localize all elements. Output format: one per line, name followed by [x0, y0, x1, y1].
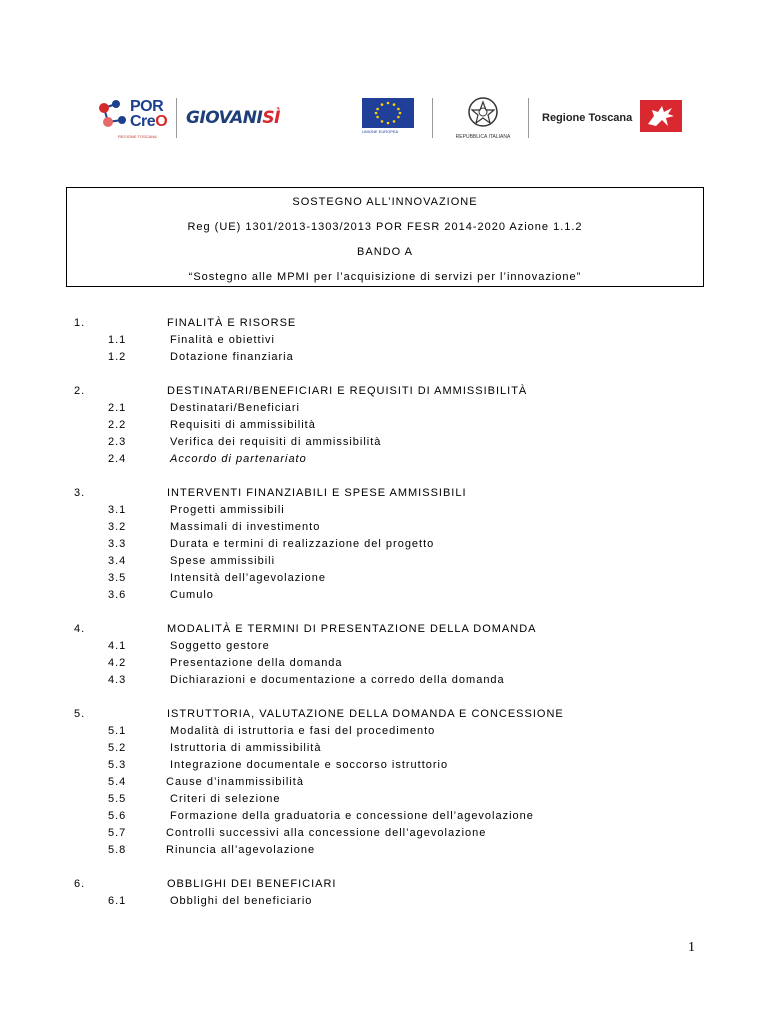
- eu-logo: [362, 98, 414, 134]
- toc-item: [0, 844, 770, 861]
- item-number: 5.6: [108, 810, 127, 822]
- toc-item: [0, 640, 770, 657]
- section-number: 2.: [74, 385, 86, 397]
- section-title: INTERVENTI FINANZIABILI E SPESE AMMISSIBILI: [167, 487, 467, 499]
- regione-toscana-name: Regione Toscana: [542, 112, 633, 124]
- item-title: Formazione della graduatoria e concessione dell’agevolazione: [170, 810, 534, 822]
- page-number: 1: [688, 940, 695, 955]
- item-number: 6.1: [108, 895, 127, 907]
- toc-item: [0, 657, 770, 674]
- creo-text: CreO: [130, 113, 168, 130]
- item-number: 1.2: [108, 351, 127, 363]
- item-title: Destinatari/Beneficiari: [170, 402, 300, 414]
- item-number: 3.5: [108, 572, 127, 584]
- por-creo-caption: REGIONE TOSCANA: [118, 134, 157, 139]
- toc-item: [0, 776, 770, 793]
- item-number: 5.2: [108, 742, 127, 754]
- section-number: 3.: [74, 487, 86, 499]
- item-title: Obblighi del beneficiario: [170, 895, 313, 907]
- item-title: Massimali di investimento: [170, 521, 321, 533]
- section-number: 6.: [74, 878, 86, 890]
- item-number: 5.4: [108, 776, 127, 788]
- section-number: 4.: [74, 623, 86, 635]
- item-title: Rinuncia all’agevolazione: [166, 844, 316, 856]
- item-title: Finalità e obiettivi: [170, 334, 275, 346]
- toc-item: [0, 538, 770, 555]
- item-title: Accordo di partenariato: [170, 453, 307, 465]
- toc-item: [0, 810, 770, 827]
- por-creo-logo: [96, 96, 172, 144]
- item-number: 5.3: [108, 759, 127, 771]
- toc-item: [0, 555, 770, 572]
- section-title: MODALITÀ E TERMINI DI PRESENTAZIONE DELLA DOMANDA: [167, 623, 537, 635]
- logo-divider: [432, 98, 433, 138]
- toc-item: [0, 334, 770, 351]
- toc-item: [0, 504, 770, 521]
- toc-item: [0, 895, 770, 912]
- toc-item: [0, 572, 770, 589]
- toc-item: [0, 521, 770, 538]
- item-title: Presentazione della domanda: [170, 657, 343, 669]
- toc-section: [0, 385, 770, 402]
- title-line-4: “Sostegno alle MPMI per l’acquisizione di servizi per l’innovazione”: [188, 271, 582, 283]
- toc-item: [0, 827, 770, 844]
- item-title: Soggetto gestore: [170, 640, 270, 652]
- title-box: [66, 187, 704, 287]
- item-number: 4.1: [108, 640, 127, 652]
- item-number: 5.5: [108, 793, 127, 805]
- toc-section: [0, 878, 770, 895]
- item-title: Spese ammissibili: [170, 555, 276, 567]
- emblem-icon: [448, 94, 518, 132]
- section-title: ISTRUTTORIA, VALUTAZIONE DELLA DOMANDA E CONCESSIONE: [167, 708, 564, 720]
- toc-item: [0, 742, 770, 759]
- logo-divider: [528, 98, 529, 138]
- section-number: 1.: [74, 317, 86, 329]
- item-number: 5.1: [108, 725, 127, 737]
- item-title: Progetti ammissibili: [170, 504, 285, 516]
- toc-item: [0, 725, 770, 742]
- item-number: 2.4: [108, 453, 127, 465]
- giovanisi-logo: [186, 108, 280, 128]
- item-title: Cause d’inammissibilità: [166, 776, 304, 788]
- item-number: 4.2: [108, 657, 127, 669]
- italy-caption: REPUBBLICA ITALIANA: [455, 134, 511, 140]
- section-title: FINALITÀ E RISORSE: [167, 317, 297, 329]
- toc-item: [0, 589, 770, 606]
- section-title: DESTINATARI/BENEFICIARI E REQUISITI DI AMMISSIBILITÀ: [167, 385, 528, 397]
- por-text: POR: [130, 98, 164, 115]
- si-text: SÌ: [262, 108, 280, 128]
- toc-item: [0, 453, 770, 470]
- eu-flag-icon: [362, 98, 414, 128]
- item-title: Controlli successivi alla concessione dell’agevolazione: [166, 827, 487, 839]
- item-title: Integrazione documentale e soccorso istruttorio: [170, 759, 449, 771]
- toc-section: [0, 317, 770, 334]
- item-title: Verifica dei requisiti di ammissibilità: [170, 436, 382, 448]
- item-title: Dotazione finanziaria: [170, 351, 294, 363]
- giovani-text: GIOVANI: [186, 108, 263, 128]
- toc-item: [0, 793, 770, 810]
- pegasus-flag-icon: [640, 100, 682, 132]
- toc-section: [0, 487, 770, 504]
- item-title: Dichiarazioni e documentazione a corredo della domanda: [170, 674, 505, 686]
- item-title: Modalità di istruttoria e fasi del procedimento: [170, 725, 436, 737]
- eu-caption: UNIONE EUROPEA: [362, 129, 399, 134]
- toc-section: [0, 708, 770, 725]
- toc-item: [0, 419, 770, 436]
- toc-section: [0, 623, 770, 640]
- item-number: 3.4: [108, 555, 127, 567]
- item-title: Istruttoria di ammissibilità: [170, 742, 322, 754]
- title-line-1: SOSTEGNO ALL’INNOVAZIONE: [292, 196, 478, 208]
- toc-item: [0, 674, 770, 691]
- item-title: Criteri di selezione: [170, 793, 281, 805]
- italian-republic-emblem: [448, 94, 518, 138]
- item-number: 5.8: [108, 844, 127, 856]
- title-line-3: BANDO A: [357, 246, 413, 258]
- item-number: 2.3: [108, 436, 127, 448]
- logo-band: [0, 88, 770, 144]
- item-number: 3.1: [108, 504, 127, 516]
- item-title: Cumulo: [170, 589, 214, 601]
- item-number: 3.3: [108, 538, 127, 550]
- toc-item: [0, 402, 770, 419]
- toc-item: [0, 436, 770, 453]
- item-number: 2.2: [108, 419, 127, 431]
- logo-divider: [176, 98, 177, 138]
- creo-accent-letter: O: [155, 113, 168, 130]
- section-title: OBBLIGHI DEI BENEFICIARI: [167, 878, 337, 890]
- item-number: 2.1: [108, 402, 127, 414]
- item-number: 5.7: [108, 827, 127, 839]
- item-number: 3.6: [108, 589, 127, 601]
- item-title: Intensità dell’agevolazione: [170, 572, 327, 584]
- item-number: 3.2: [108, 521, 127, 533]
- molecule-icon: [96, 98, 130, 132]
- item-number: 4.3: [108, 674, 127, 686]
- toc-item: [0, 759, 770, 776]
- item-title: Durata e termini di realizzazione del progetto: [170, 538, 435, 550]
- toc-item: [0, 351, 770, 368]
- item-number: 1.1: [108, 334, 127, 346]
- section-number: 5.: [74, 708, 86, 720]
- item-title: Requisiti di ammissibilità: [170, 419, 316, 431]
- title-line-2: Reg (UE) 1301/2013-1303/2013 POR FESR 2014-2020 Azione 1.1.2: [187, 221, 583, 233]
